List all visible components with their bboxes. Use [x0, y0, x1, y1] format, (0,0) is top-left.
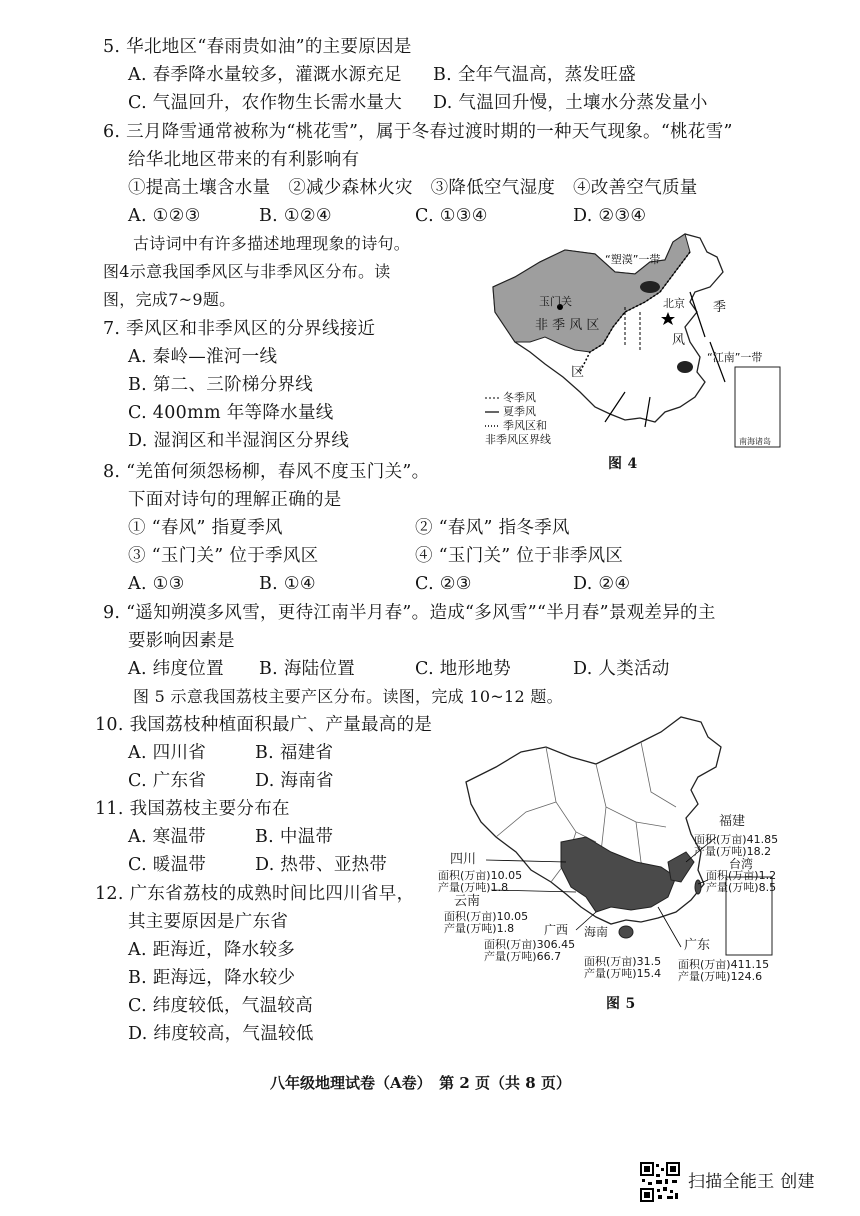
q7-option-a: A. 秦岭—淮河一线 [128, 347, 278, 367]
fig5-guangdong-output: 产量(万吨)124.6 [678, 970, 763, 983]
q7-option-b: B. 第二、三阶梯分界线 [128, 375, 314, 395]
qr-code-icon [640, 1162, 680, 1202]
fig5-guangxi-name: 广西 [544, 923, 569, 937]
fig4-label-desert: “塑漠”一带 [605, 253, 661, 266]
fig4-label-nonmonsoon: 非 季 风 区 [535, 318, 600, 333]
q6-stem-2: 给华北地区带来的有利影响有 [128, 150, 360, 170]
south-china-sea-inset [735, 367, 780, 447]
taiwan-island [695, 880, 701, 894]
q5-option-a: A. 春季降水量较多，灌溉水源充足 [128, 65, 402, 85]
intro-7-line-3: 图，完成7~9题。 [103, 290, 236, 309]
fig5-sichuan-output: 产量(万吨)1.8 [438, 881, 509, 894]
fig5-taiwan-name: 台湾 [729, 857, 754, 871]
q6-option-b: B. ①②④ [259, 206, 332, 226]
q9-option-c: C. 地形地势 [415, 659, 511, 679]
fig5-fujian-area: 面积(万亩)41.85 [694, 833, 779, 846]
scanner-watermark: 扫描全能王 创建 [688, 1172, 815, 1192]
q6-option-c: C. ①③④ [415, 206, 488, 226]
fig5-hainan-name: 海南 [584, 925, 609, 939]
fig5-guangdong-area: 面积(万亩)411.15 [678, 958, 770, 971]
fig5-taiwan-output: 产量(万吨)8.5 [706, 881, 777, 894]
fig4-legend-winter: 冬季风 [503, 391, 536, 404]
q6-items: ①提高土壤含水量 ②减少森林火灾 ③降低空气湿度 ④改善空气质量 [128, 178, 698, 198]
q9-option-d: D. 人类活动 [573, 659, 670, 679]
q8-option-a: A. ①③ [128, 574, 185, 594]
desert-region-marker [640, 281, 660, 293]
intro-10: 图 5 示意我国荔枝主要产区分布。读图，完成 10~12 题。 [133, 687, 563, 706]
q6-stem-1: 6. 三月降雪通常被称为“桃花雪”，属于冬春过渡时期的一种天气现象。“桃花雪” [103, 122, 733, 142]
fig4-label-yumenguan: 玉门关 [539, 295, 572, 308]
q9-stem-1: 9. “遥知朔漠多风雪，更待江南半月春”。造成“多风雪”“半月春”景观差异的主 [103, 603, 716, 623]
q11-option-d: D. 热带、亚热带 [255, 855, 388, 875]
q5-option-b: B. 全年气温高，蒸发旺盛 [433, 65, 636, 85]
q8-statement-3: ③ “玉门关” 位于季风区 [128, 546, 319, 566]
fig5-guangxi-output: 产量(万吨)66.7 [484, 950, 562, 963]
q12-option-d: D. 纬度较高，气温较低 [128, 1024, 314, 1044]
fig5-sichuan-name: 四川 [450, 852, 477, 867]
q10-option-a: A. 四川省 [128, 743, 207, 763]
fig4-label-jiangnan: “江南”一带 [707, 351, 763, 364]
q9-stem-2: 要影响因素是 [128, 631, 235, 651]
q5-option-c: C. 气温回升，农作物生长需水量大 [128, 93, 402, 113]
fig4-inset-label: 南海诸岛 [739, 437, 771, 446]
fig4-legend-summer: 夏季风 [503, 405, 536, 418]
fig5-yunnan-area: 面积(万亩)10.05 [444, 910, 529, 923]
q12-option-b: B. 距海远，降水较少 [128, 968, 296, 988]
q10-option-b: B. 福建省 [255, 743, 334, 763]
fig5-guangdong-name: 广东 [684, 938, 711, 953]
fig4-legend-boundary-1: 季风区和 [503, 419, 547, 432]
q8-option-b: B. ①④ [259, 574, 316, 594]
fig5-yunnan-output: 产量(万吨)1.8 [444, 922, 515, 935]
fig4-label-beijing: 北京 [663, 297, 685, 310]
figure-5-caption: 图 5 [606, 996, 636, 1012]
figure-4-map [485, 232, 785, 452]
q6-option-d: D. ②③④ [573, 206, 647, 226]
figure-5-map [436, 712, 779, 994]
fig4-label-feng: 风 [672, 333, 686, 348]
q11-option-a: A. 寒温带 [128, 827, 207, 847]
fig5-fujian-name: 福建 [719, 814, 746, 829]
fig5-sichuan-area: 面积(万亩)10.05 [438, 869, 523, 882]
fig5-fujian-output: 产量(万吨)18.2 [694, 845, 772, 858]
q10-option-c: C. 广东省 [128, 771, 207, 791]
fig5-hainan-output: 产量(万吨)15.4 [584, 967, 662, 980]
q12-stem-2: 其主要原因是广东省 [128, 912, 289, 932]
q8-stem-1: 8. “羌笛何须怨杨柳，春风不度玉门关”。 [103, 462, 430, 482]
q8-stem-2: 下面对诗句的理解正确的是 [128, 490, 342, 510]
q8-statement-1: ① “春风” 指夏季风 [128, 518, 283, 538]
fig5-hainan-area: 面积(万亩)31.5 [584, 955, 662, 968]
fig4-legend-boundary-2: 非季风区界线 [485, 433, 551, 446]
jiangnan-region-marker [677, 361, 693, 373]
q7-stem: 7. 季风区和非季风区的分界线接近 [103, 319, 376, 339]
q8-option-d: D. ②④ [573, 574, 631, 594]
q6-option-a: A. ①②③ [128, 206, 201, 226]
q12-stem-1: 12. 广东省荔枝的成熟时间比四川省早， [95, 884, 415, 904]
q10-option-d: D. 海南省 [255, 771, 334, 791]
q9-option-b: B. 海陆位置 [259, 659, 356, 679]
q7-option-c: C. 400mm 年等降水量线 [128, 403, 334, 423]
q11-stem: 11. 我国荔枝主要分布在 [95, 799, 290, 819]
q5-stem: 5. 华北地区“春雨贵如油”的主要原因是 [103, 37, 412, 57]
q9-option-a: A. 纬度位置 [128, 659, 224, 679]
fig5-guangxi-area: 面积(万亩)306.45 [484, 938, 576, 951]
hainan-island [619, 926, 633, 938]
q8-statement-4: ④ “玉门关” 位于非季风区 [415, 546, 624, 566]
q10-stem: 10. 我国荔枝种植面积最广、产量最高的是 [95, 715, 433, 735]
q12-option-a: A. 距海近，降水较多 [128, 940, 296, 960]
fig4-label-ji: 季 [713, 300, 727, 315]
q8-option-c: C. ②③ [415, 574, 472, 594]
q12-option-c: C. 纬度较低，气温较高 [128, 996, 313, 1016]
q11-option-c: C. 暖温带 [128, 855, 207, 875]
q7-option-d: D. 湿润区和半湿润区分界线 [128, 431, 350, 451]
q8-statement-2: ② “春风” 指冬季风 [415, 518, 570, 538]
intro-7-line-1: 古诗词中有许多描述地理现象的诗句。 [133, 234, 411, 253]
fig4-label-qu: 区 [571, 365, 585, 380]
intro-7-line-2: 图4示意我国季风区与非季风区分布。读 [103, 262, 391, 281]
page-footer: 八年级地理试卷（A卷） 第 2 页（共 8 页） [270, 1074, 571, 1092]
q5-option-d: D. 气温回升慢，土壤水分蒸发量小 [433, 93, 708, 113]
figure-4-caption: 图 4 [608, 456, 638, 472]
fig5-yunnan-name: 云南 [454, 894, 481, 909]
q11-option-b: B. 中温带 [255, 827, 334, 847]
fig5-taiwan-area: 面积(万亩)1.2 [706, 869, 777, 882]
